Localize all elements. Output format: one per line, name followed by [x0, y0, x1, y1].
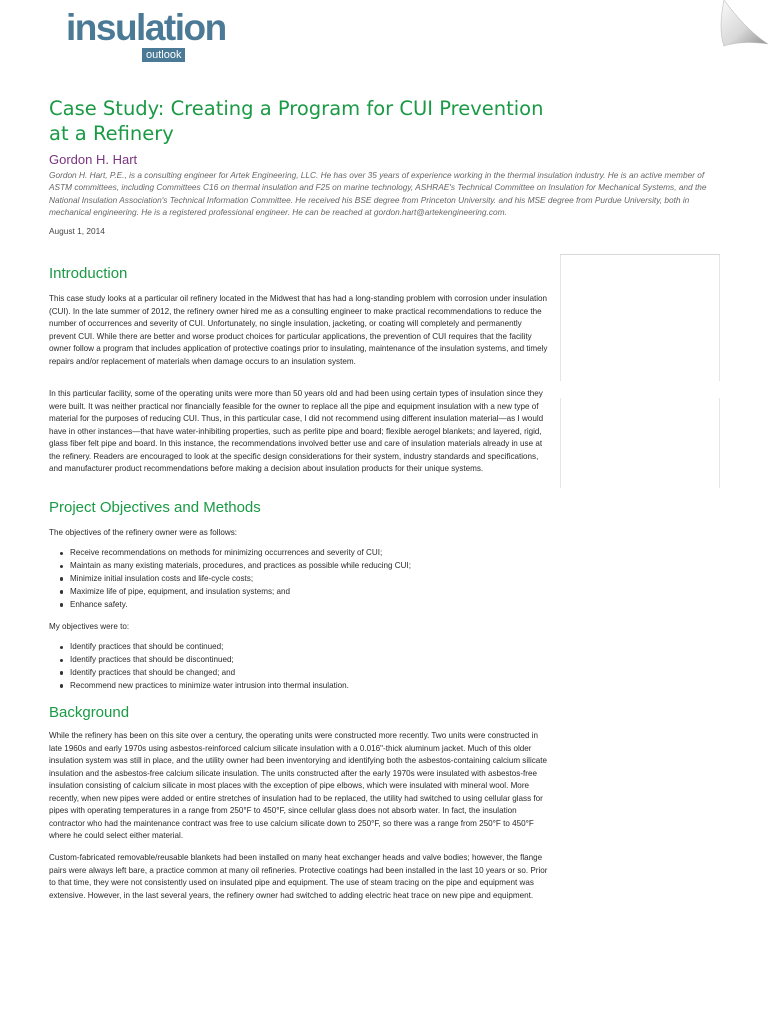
- logo-subtitle: outlook: [142, 48, 185, 62]
- my-objectives-list: [60, 641, 540, 693]
- list-item: Receive recommendations on methods for minimizing occurrences and severity of CUI;: [60, 547, 540, 560]
- background-paragraph-1: While the refinery has been on this site over a century, the operating units were constructed more recently. Two units were constructed in late 1960s and early 1970s using asbestos-reinforced calcium silicate insulation with a 0.016"-thick aluminum jacket. Much of this older insulation system was still in place, and the utility owner had been inventorying and identifying both the asbestos-containing calcium silicate insulation and the asbestos-free calcium silicate insulation. The units constructed after the early 1970s were insulated with asbestos-free insulation consisting of calcium silicate in most places with the exception of pipe elbows, which were insulated with mineral wool. More recently, when new pipes were added or entire stretches of insulation had to be replaced, the utility had switched to using cellular glass for pipes with operating temperatures in a range from 250°F to 450°F, since cellular glass does not absorb water. In fact, the insulation contractor who had the maintenance contract was free to use calcium silicate down to 250°F, so there was a range from 250°F to 450°F where he could select either material.: [49, 731, 548, 840]
- publish-date: August 1, 2014: [49, 226, 105, 236]
- list-item: Minimize initial insulation costs and life-cycle costs;: [60, 573, 540, 586]
- list-item: Identify practices that should be discontinued;: [60, 654, 540, 667]
- ad-placeholder-secondary: [560, 398, 720, 490]
- intro-paragraph-1: This case study looks at a particular oil refinery located in the Midwest that has had a long-standing problem with corrosion under insulation (CUI). In the late summer of 2012, the refinery owner hired me as a consulting engineer to make practical recommendations to reduce the number of occurrences and severity of CUI. Unfortunately, no single insulation, jacketing, or coating will completely and permanently prevent CUI. While there are better and worse product choices for particular applications, the prevention of CUI requires that the facility owner follow a program that includes application of protective coatings prior to insulating, maintenance of the insulation systems, and timely repairs and/or replacement of materials when damage occurs to an insulation system.: [49, 294, 548, 366]
- intro-paragraph-2: In this particular facility, some of the operating units were more than 50 years old and had been using certain types of insulation since they were built. It was neither practical nor financially feasible for the owner to replace all the pipe and equipment insulation with a new type of material for the purposes of reducing CUI. Thus, in this particular case, I did not recommend using different insulation material—as I would have in other instances—that have water-inhibiting properties, such as perlite pipe and board; flexible aerogel blankets; and layered, rigid, glass fiber felt pipe and board. In this instance, the recommendations involved better use and care of insulation materials already in use at the refinery. Readers are encouraged to look at the specific design considerations for their system, industry standards and specifications, and manufacturer product recommendations before making a decision about insulation products for their unique systems.: [49, 389, 544, 473]
- list-item: Maximize life of pipe, equipment, and insulation systems; and: [60, 586, 540, 599]
- logo-wordmark: insulation: [66, 7, 226, 48]
- list-item: Identify practices that should be continued;: [60, 641, 540, 654]
- list-item: Recommend new practices to minimize water intrusion into thermal insulation.: [60, 680, 540, 693]
- section-heading-background: Background: [49, 704, 130, 721]
- author-bio: Gordon H. Hart, P.E., is a consulting engineer for Artek Engineering, LLC. He has over 35 years of experience working in the thermal insulation industry. He is an active member of ASTM committees, including Committees C16 on thermal insulation and F25 on marine technology, ASHRAE's Technical Committee on Insulation for Mechanical Systems, and the National Insulation Association's Technical Information Committee. He received his BSE degree from Princeton University. and his MSE degree from Purdue University, both in mechanical engineering. He is a registered professional engineer. He can be reached at gordon.hart@artekengineering.com.: [49, 170, 707, 217]
- section-heading-objectives: Project Objectives and Methods: [49, 499, 261, 516]
- site-logo[interactable]: [66, 7, 226, 61]
- list-item: Identify practices that should be changed; and: [60, 667, 540, 680]
- owner-objectives-list: [60, 547, 540, 612]
- list-item: Enhance safety.: [60, 599, 540, 612]
- owner-objectives-intro: The objectives of the refinery owner were as follows:: [49, 528, 238, 537]
- background-paragraph-2: Custom-fabricated removable/reusable blankets had been installed on many heat exchanger heads and valve bodies; however, the flange pairs were always left bare, a practice common at many oil refineries. Protective coatings had been installed in the last 10 years or so. Prior to that time, they were not consistently used on insulated pipe and equipment. The use of steam tracing on the pipe and equipment was extensive. However, in the last several years, the refinery owner had switched to adding electric heat trace on new pipe and equipment.: [49, 853, 548, 900]
- ad-placeholder: [560, 254, 720, 385]
- list-item: Maintain as many existing materials, procedures, and practices as possible while reducing CUI;: [60, 560, 540, 573]
- my-objectives-intro: My objectives were to:: [49, 622, 130, 631]
- article-title: Case Study: Creating a Program for CUI Prevention at a Refinery: [49, 97, 544, 145]
- author-name[interactable]: Gordon H. Hart: [49, 152, 138, 167]
- section-heading-introduction: Introduction: [49, 265, 128, 282]
- page-curl-icon[interactable]: [716, 0, 768, 52]
